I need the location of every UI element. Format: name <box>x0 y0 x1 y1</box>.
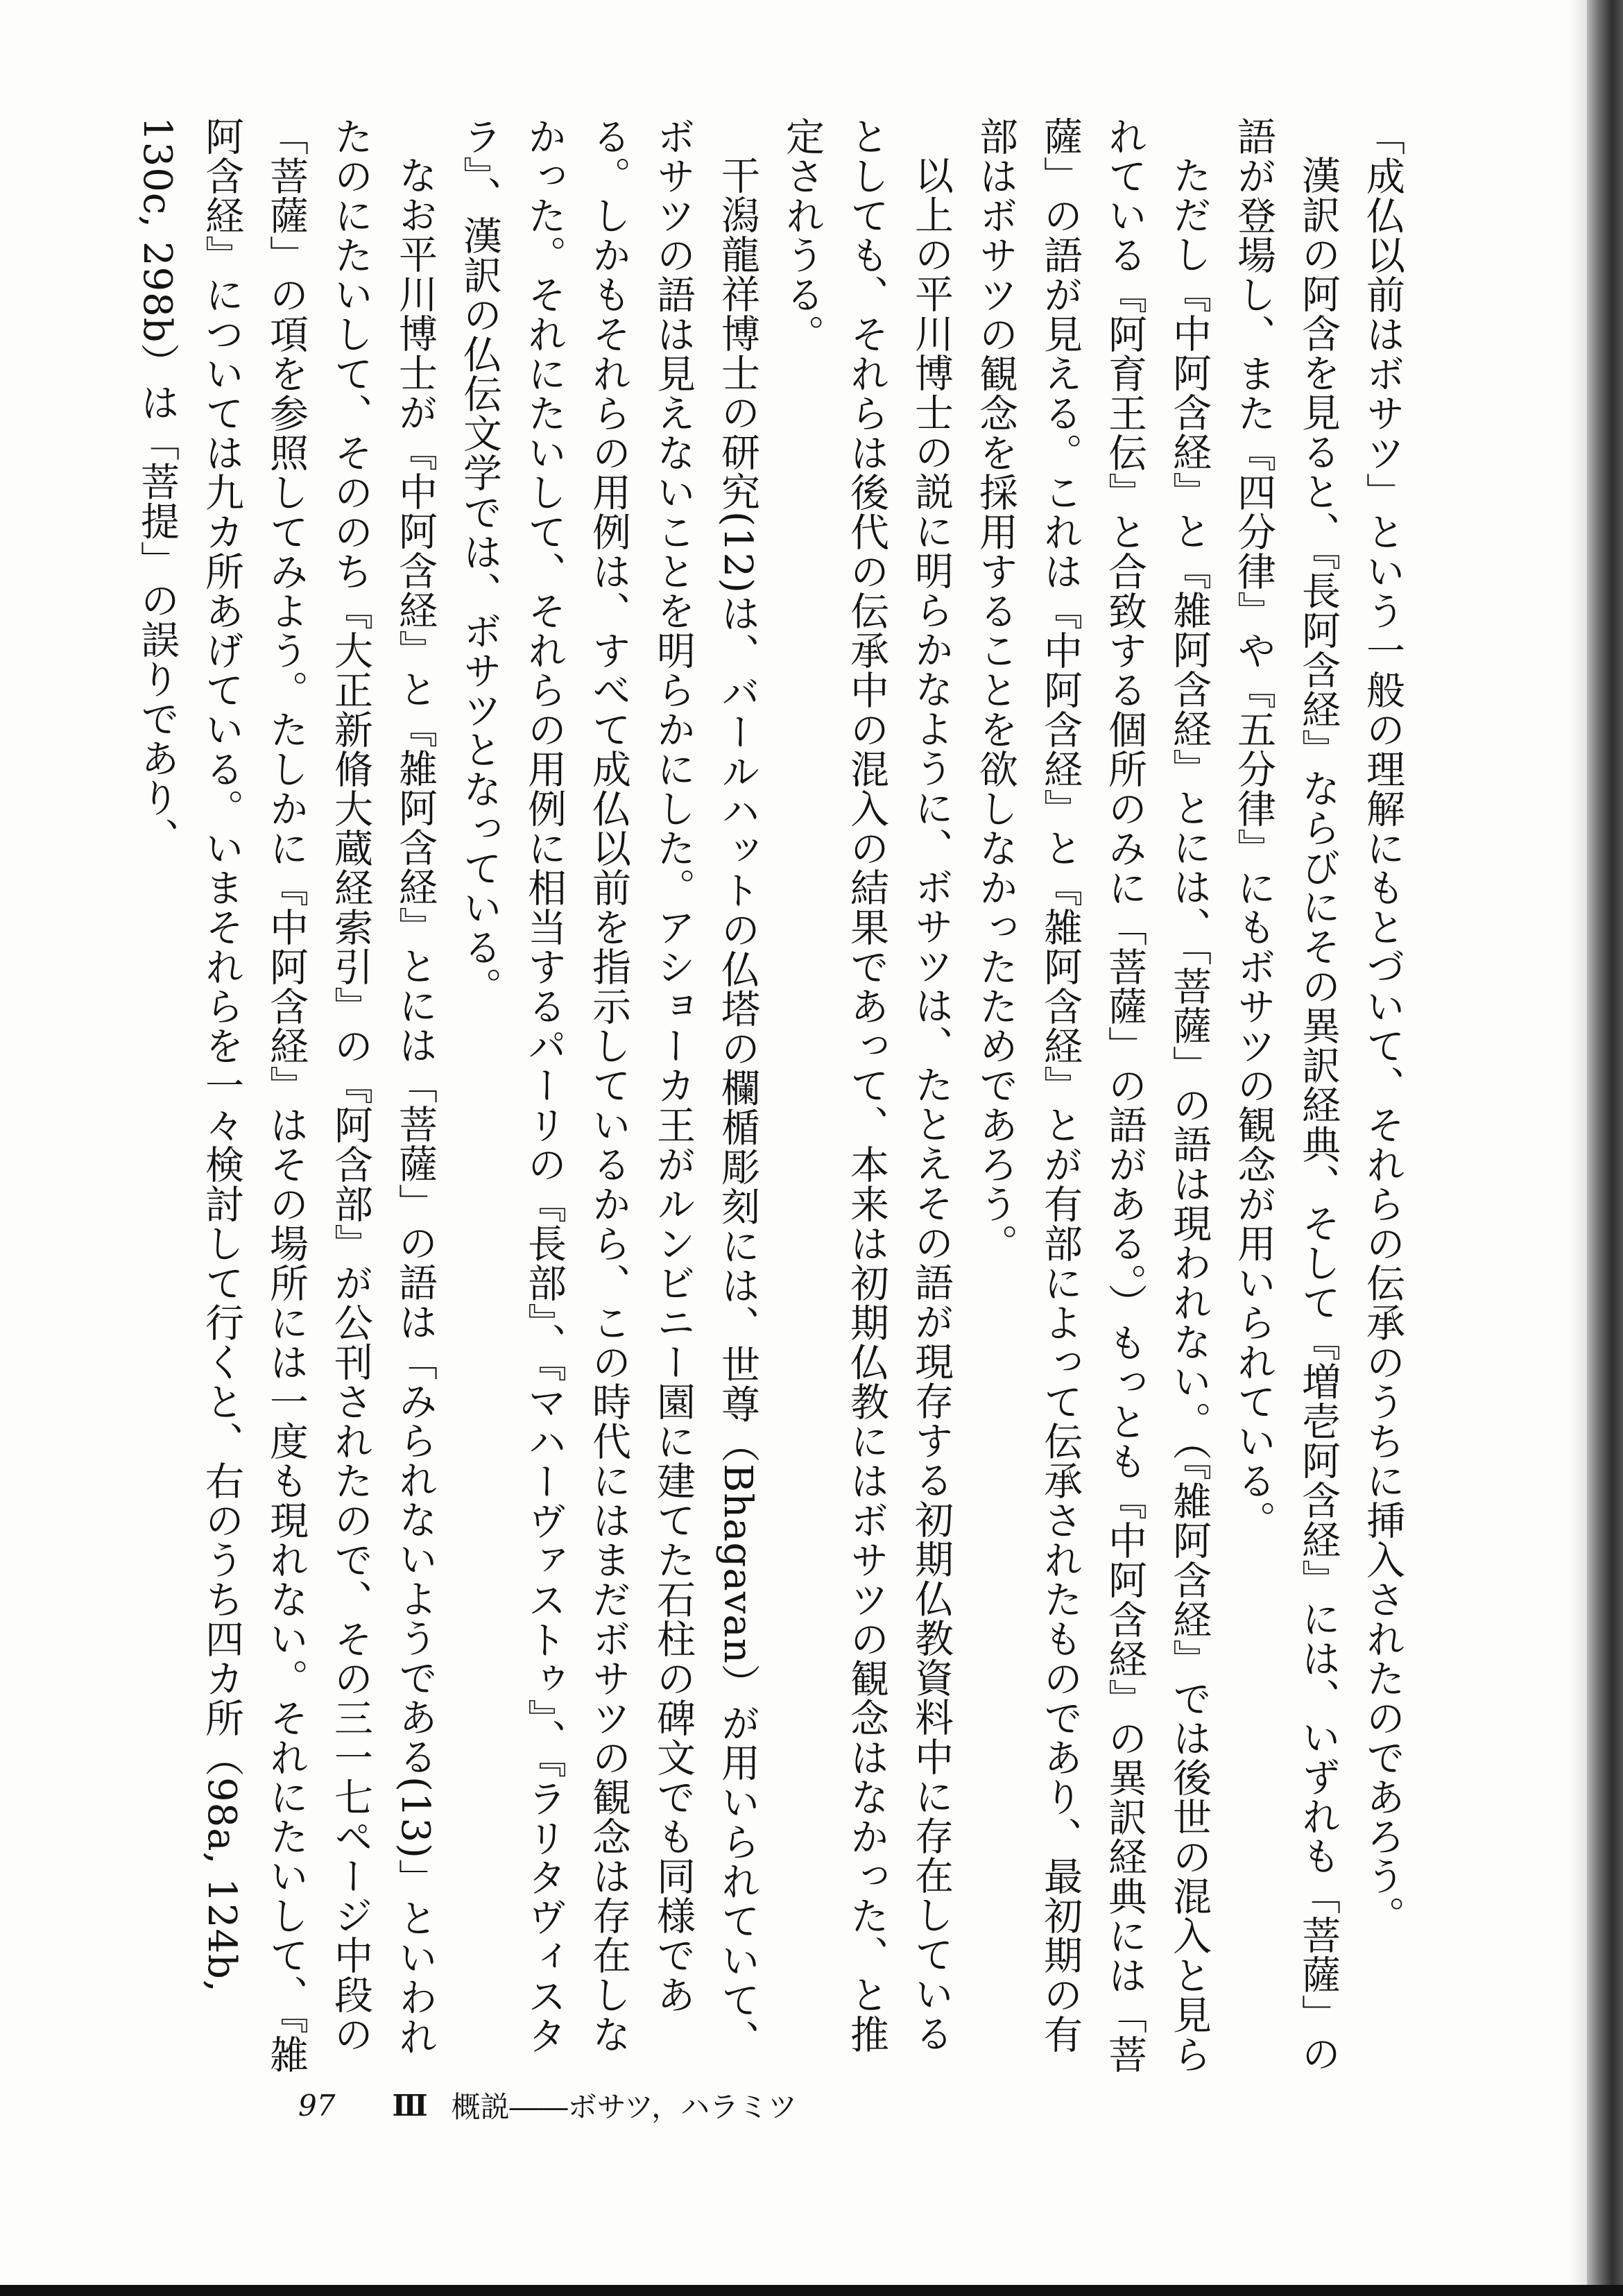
chapter-title: 概説――ボサツ，ハラミツ <box>451 2090 798 2124</box>
vertical-body-text <box>135 117 1415 2090</box>
binding-edge <box>1587 0 1623 2296</box>
paragraph-hirakawa-summary: 以上の平川博士の説に明らかなように、ボサツは、たとえその語が現存する初期仏教資料中に存在しているとしても、それらは後代の伝承中の混入の結果であって、本来は初期仏教にはボサツの観念はなかった、と推定されうる。 <box>780 117 954 2054</box>
paragraph-taisho-index: なお平川博士が『中阿含経』と『雑阿含経』とには「菩薩」の語は「みられないようである(13)」といわれたのにたいして、そののち『大正新脩大蔵経索引』の『阿含部』が公刊されたので、その三一七ページ中段の「菩薩」の項を参照してみよう。たしかに『中阿含経』はその場所には一度も現れない。それにたいして、『雑阿含経』については九カ所あげている。いまそれらを一々検討して行くと、右のうち四カ所（98a, 124b, 130c, 298b）は「菩提」の誤りであり、 <box>135 117 438 2074</box>
paragraph-continuation: 「成仏以前はボサツ」という一般の理解にもとづいて、それらの伝承のうちに挿入されたのであろう。 <box>1360 117 1405 1935</box>
paragraph-madhyama-samyukta: ただし『中阿含経』と『雑阿含経』とには、「菩薩」の語は現われない。（『雑阿含経』では後世の混入と見られている『阿育王伝』と合致する個所のみに「菩薩」の語がある。）もっとも『中阿含経』の異訳経典には「菩薩」の語が見える。これは『中阿含経』と『雑阿含経』とが有部によって伝承されたものであり、最初期の有部はボサツの観念を採用することを欲しなかったためであろう。 <box>973 117 1212 2074</box>
page-number: 97 <box>298 2088 336 2123</box>
running-footer <box>298 2081 797 2130</box>
scan-bottom-edge <box>0 2285 1623 2296</box>
paragraph-agama-translations: 漢訳の阿含を見ると、『長阿含経』ならびにその異訳経典、そして『増壱阿含経』には、いずれも「菩薩」の語が登場し、また『四分律』や『五分律』にもボサツの観念が用いられている。 <box>1231 117 1341 2073</box>
paragraph-higata-research: 干潟龍祥博士の研究(12)は、バールハットの仏塔の欄楯彫刻には、世尊（Bhagavan）が用いられていて、ボサツの語は見えないことを明らかにした。アショーカ王がルンビニー園に建てた石柱の碑文でも同様である。しかもそれらの用例は、すべて成仏以前を指示しているから、この時代にはまだボサツの観念は存在しなかった。それにたいして、それらの用例に相当するパーリの『長部』、『マハーヴァストゥ』、『ラリタヴィスタラ』、漢訳の仏伝文学では、ボサツとなっている。 <box>457 117 760 2059</box>
binding-shadow <box>1569 0 1587 2296</box>
chapter-numeral: Ⅲ <box>392 2088 428 2123</box>
